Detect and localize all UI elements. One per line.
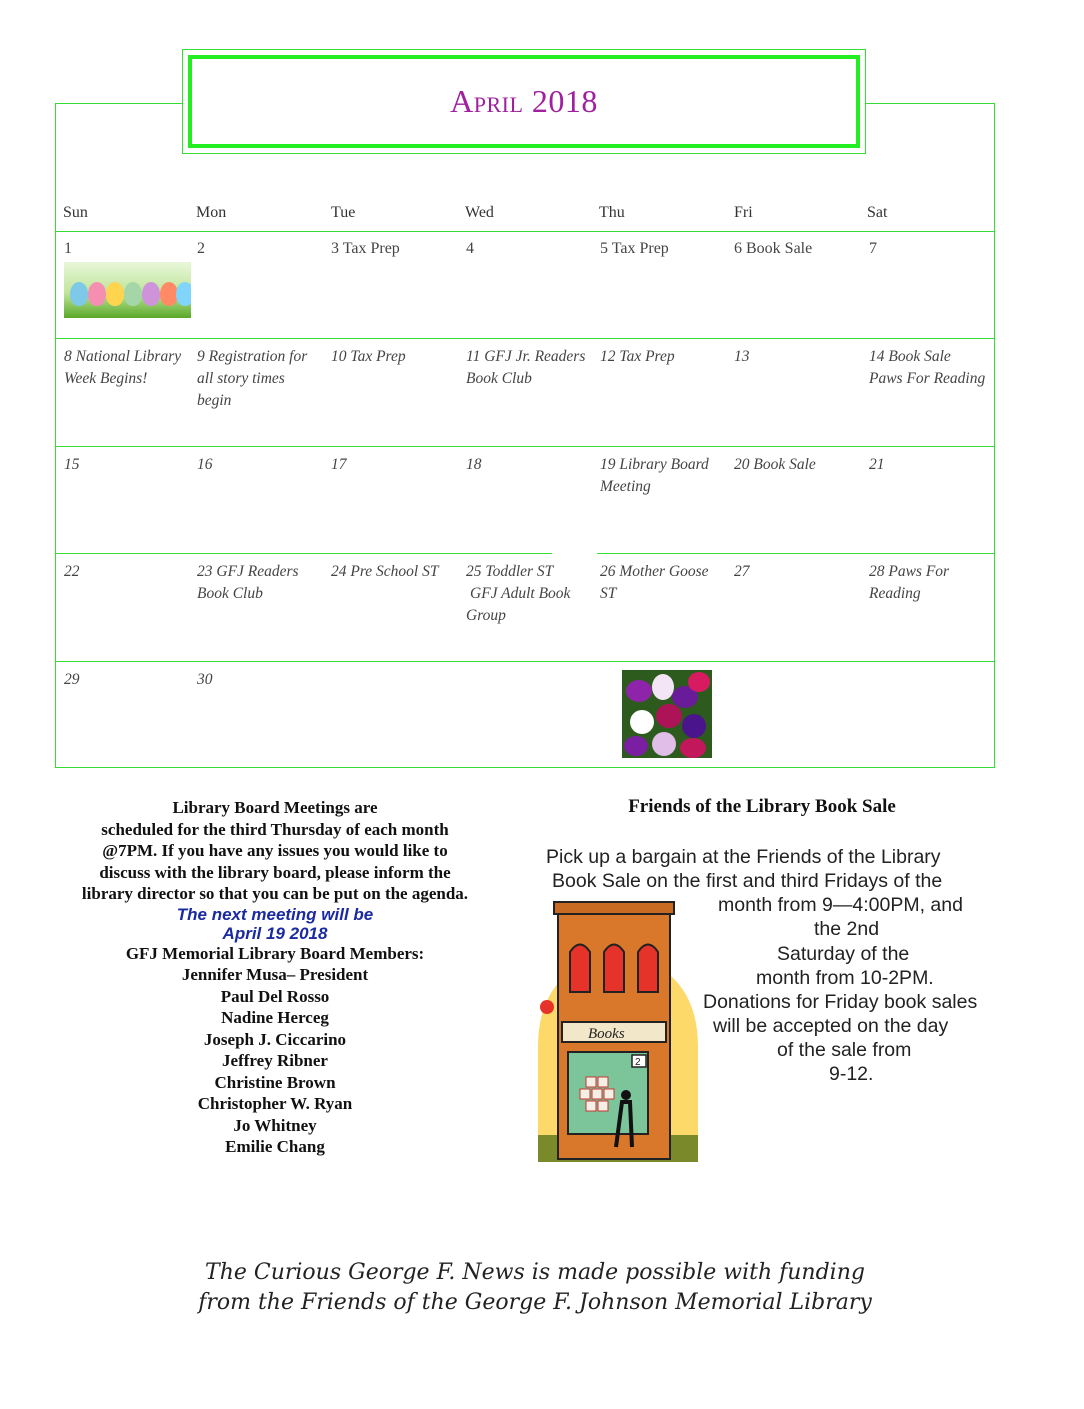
row-divider — [55, 338, 995, 339]
calendar-title: April 2018 — [450, 83, 598, 119]
row-divider — [55, 446, 995, 447]
day-cell-note: Paws For Reading — [869, 370, 986, 387]
book-sale-text: Pick up a bargain at the Friends of the Library — [546, 846, 941, 868]
day-cell: 12 Tax Prep — [600, 348, 675, 365]
day-cell: 10 Tax Prep — [331, 348, 406, 365]
footer-line: from the Friends of the George F. Johnson Memorial Library — [198, 1290, 872, 1315]
day-cell: 8 National Library Week Begins! — [64, 348, 182, 387]
book-sale-text: Book Sale on the first and third Fridays of the — [552, 870, 943, 892]
day-cell-note: GFJ Adult Book Group — [466, 585, 571, 624]
day-cell: 19 Library Board Meeting — [600, 456, 709, 495]
day-cell: 27 — [734, 563, 750, 580]
board-member: Joseph J. Ciccarino — [203, 1029, 347, 1049]
board-intro-line: discuss with the library board, please inform the — [99, 862, 451, 882]
day-cell: 6 Book Sale — [734, 240, 813, 257]
board-intro-line: scheduled for the third Thursday of each month — [101, 819, 449, 839]
book-sale-text: Saturday of the — [777, 943, 910, 965]
day-cell: 2 — [197, 240, 205, 257]
day-cell: 1 — [64, 240, 72, 257]
day-cell: 30 — [197, 671, 213, 688]
footer-line: The Curious George F. News is made possible with funding — [205, 1260, 865, 1285]
dow-fri: Fri — [734, 204, 753, 221]
board-member: Christopher W. Ryan — [197, 1094, 353, 1113]
day-cell: 22 — [64, 563, 80, 580]
day-cell: 14 Book Sale — [869, 348, 951, 365]
book-sale-text: 9-12. — [829, 1063, 874, 1085]
day-cell: 7 — [869, 240, 877, 257]
next-meeting-date: April 19 2018 — [222, 923, 328, 943]
building-number: 2 — [635, 1057, 641, 1068]
board-member: Emilie Chang — [225, 1137, 325, 1156]
day-cell: 21 — [869, 456, 885, 473]
board-member: Christine Brown — [214, 1072, 336, 1092]
day-cell: 15 — [64, 456, 80, 473]
row-divider — [55, 553, 552, 554]
day-cell: 28 Paws For Reading — [869, 563, 950, 602]
next-meeting-label: The next meeting will be — [176, 904, 374, 924]
day-cell: 17 — [331, 456, 347, 473]
day-cell: 29 — [64, 671, 80, 688]
easter-eggs-image — [64, 262, 191, 318]
row-divider — [55, 661, 995, 662]
footer-credit — [100, 1258, 970, 1318]
day-cell: 20 Book Sale — [734, 456, 816, 473]
day-cell: 11 GFJ Jr. Readers Book Club — [466, 348, 586, 387]
day-cell: 26 Mother Goose ST — [600, 563, 709, 602]
dow-sun: Sun — [63, 204, 88, 221]
dow-sat: Sat — [867, 204, 888, 221]
board-member: Nadine Herceg — [221, 1008, 329, 1027]
day-cell: 25 Toddler ST — [466, 563, 554, 580]
row-divider — [55, 231, 995, 232]
building-sign-text: Books — [588, 1026, 625, 1042]
day-cell: 5 Tax Prep — [600, 240, 669, 257]
board-member: Paul Del Rosso — [220, 986, 330, 1006]
board-members-title: GFJ Memorial Library Board Members: — [125, 943, 425, 963]
day-cell: 24 Pre School ST — [331, 563, 439, 580]
board-member: Jennifer Musa– President — [181, 965, 369, 984]
day-cell: 23 GFJ Readers Book Club — [197, 563, 299, 602]
day-cell: 16 — [197, 456, 213, 473]
dow-thu: Thu — [599, 204, 625, 221]
book-sale-text: of the sale from — [777, 1039, 912, 1061]
calendar-title-box — [182, 49, 866, 154]
day-cell: 18 — [466, 456, 482, 473]
board-intro-line: @7PM. If you have any issues you would like to — [102, 841, 448, 860]
dow-wed: Wed — [465, 204, 494, 221]
calendar-frame — [55, 103, 995, 768]
book-sale-text: will be accepted on the day — [713, 1015, 949, 1037]
board-meetings-section — [55, 797, 495, 1158]
book-sale-text: Donations for Friday book sales — [703, 991, 978, 1013]
dow-tue: Tue — [331, 204, 356, 221]
book-sale-title: Friends of the Library Book Sale — [628, 796, 896, 817]
book-sale-text: month from 9—4:00PM, and — [718, 894, 963, 916]
day-of-week-header — [55, 204, 995, 230]
sweet-pea-flowers-image — [622, 670, 712, 758]
book-sale-text: the 2nd — [814, 918, 880, 940]
board-intro-line: Library Board Meetings are — [172, 798, 378, 817]
dow-mon: Mon — [196, 204, 227, 221]
row-divider — [597, 553, 995, 554]
book-sale-text: month from 10-2PM. — [756, 967, 934, 989]
day-cell: 9 Registration for all story times begin — [197, 348, 308, 409]
board-member: Jeffrey Ribner — [222, 1051, 328, 1070]
day-cell: 3 Tax Prep — [331, 240, 400, 257]
day-cell: 4 — [466, 240, 474, 257]
day-cell: 13 — [734, 348, 750, 365]
bookstore-building-illustration — [518, 897, 698, 1162]
board-intro-line: library director so that you can be put on the agenda. — [81, 884, 469, 903]
board-member: Jo Whitney — [233, 1115, 317, 1135]
